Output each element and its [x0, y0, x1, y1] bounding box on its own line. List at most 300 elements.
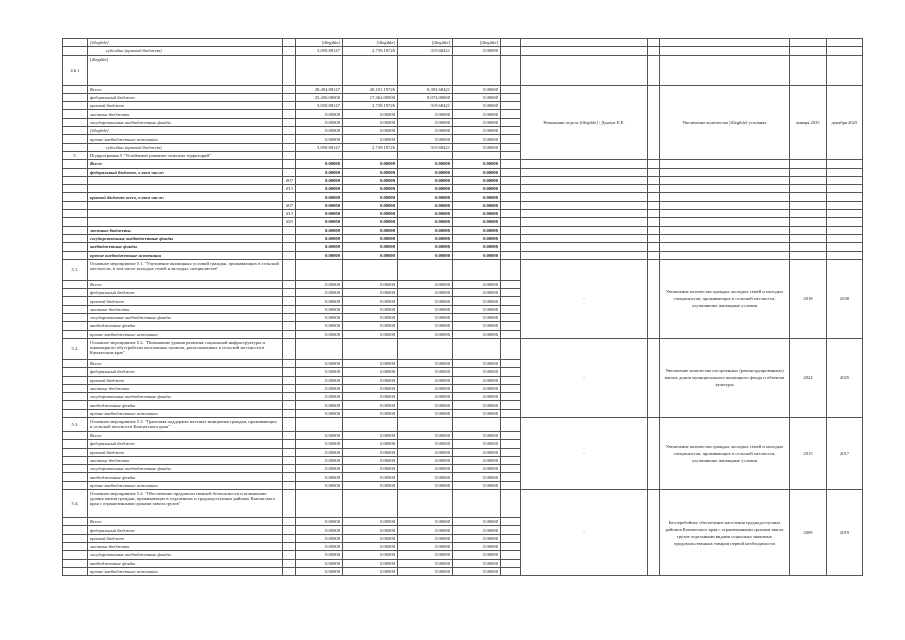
value-year-2: 0.00000: [343, 234, 398, 242]
expected-result-cell: [660, 226, 790, 234]
row-number: [63, 376, 88, 384]
table-row: [63, 193, 863, 201]
spacer-cell: [648, 176, 660, 184]
value-year-4: 0.00000: [453, 448, 501, 456]
spacer-cell: [501, 448, 521, 456]
value-year-4: 0.00000: [453, 297, 501, 305]
row-number: [63, 440, 88, 448]
spacer-cell: [648, 193, 660, 201]
spacer-cell: [501, 559, 521, 567]
spacer-cell: [501, 234, 521, 242]
spacer-cell: [648, 160, 660, 168]
row-number: [63, 102, 88, 110]
spacer-cell: [501, 226, 521, 234]
value-year-3: 0.00000: [398, 368, 453, 376]
budget-code: [283, 93, 296, 101]
end-date-cell: декабря 2025: [827, 85, 863, 160]
spacer-cell: [648, 338, 660, 417]
value-year-2: 0.00000: [343, 551, 398, 559]
value-year-2: 0.00000: [343, 305, 398, 313]
value-year-3: 0.00000: [398, 160, 453, 168]
budget-code: [283, 135, 296, 143]
value-year-3: 0.00000: [398, 297, 453, 305]
value-year-4: [453, 490, 501, 518]
budget-code: 813: [283, 210, 296, 218]
value-year-1: 28,494.88147: [296, 85, 343, 93]
value-year-3: 0.00000: [398, 118, 453, 126]
row-number: [63, 143, 88, 151]
spacer-cell: [501, 417, 521, 431]
spacer-cell: [501, 118, 521, 126]
spacer-cell: [501, 305, 521, 313]
executor-cell: Начальник отдела [illegible] / Дьячук Е.Е.: [521, 85, 648, 160]
row-number: [63, 305, 88, 313]
value-year-4: 0.00000: [453, 118, 501, 126]
value-year-1: 0.00000: [296, 168, 343, 176]
spacer-cell: [501, 176, 521, 184]
row-label: внебюджетные фонды: [88, 559, 283, 567]
value-year-3: 0.00000: [398, 243, 453, 251]
value-year-3: 0.00000: [398, 185, 453, 193]
start-date-cell: [790, 47, 827, 55]
expected-result-cell: [660, 39, 790, 47]
value-year-2: 0.00000: [343, 226, 398, 234]
budget-code: [283, 243, 296, 251]
spacer-cell: [501, 210, 521, 218]
end-date-cell: [827, 185, 863, 193]
budget-code: [283, 151, 296, 159]
spacer-cell: [501, 127, 521, 135]
executor-cell: -: [521, 490, 648, 576]
value-year-4: 0.00000: [453, 314, 501, 322]
value-year-1: 0.00000: [296, 481, 343, 489]
row-number: [63, 289, 88, 297]
budget-code: 813: [283, 185, 296, 193]
value-year-3: [398, 490, 453, 518]
table-row: [63, 251, 863, 259]
row-label: федеральный бюджет, в том числе:: [88, 168, 283, 176]
table-row: [63, 55, 863, 85]
value-year-3: 0.00000: [398, 359, 453, 367]
spacer-cell: [501, 314, 521, 322]
row-number: [63, 210, 88, 218]
value-year-4: 0.00000: [453, 456, 501, 464]
value-year-2: 0.00000: [343, 243, 398, 251]
table-row: [63, 47, 863, 55]
budget-code: [283, 55, 296, 85]
row-label: внебюджетные фонды: [88, 322, 283, 330]
start-date-cell: [790, 218, 827, 226]
value-year-3: [398, 417, 453, 431]
value-year-3: 0.00000: [398, 135, 453, 143]
spacer-cell: [648, 234, 660, 242]
start-date-cell: [790, 210, 827, 218]
row-number: [63, 322, 88, 330]
value-year-1: 0.00000: [296, 135, 343, 143]
value-year-1: 0.00000: [296, 234, 343, 242]
row-label: прочие внебюджетные источники: [88, 135, 283, 143]
value-year-3: 8,074.00000: [398, 93, 453, 101]
end-date-cell: [827, 55, 863, 85]
budget-code: 843: [283, 218, 296, 226]
executor-cell: [521, 176, 648, 184]
row-number: [63, 280, 88, 288]
spacer-cell: [501, 534, 521, 542]
spacer-cell: [648, 226, 660, 234]
row-number: [63, 251, 88, 259]
budget-code: [283, 85, 296, 93]
row-label: государственные внебюджетные фонды: [88, 314, 283, 322]
value-year-1: 0.00000: [296, 440, 343, 448]
budget-code: 807: [283, 201, 296, 209]
expected-result-cell: [660, 55, 790, 85]
value-year-2: 0.00000: [343, 456, 398, 464]
value-year-2: 0.00000: [343, 518, 398, 526]
value-year-3: 0.00000: [398, 401, 453, 409]
table-row: [63, 160, 863, 168]
row-label: внебюджетные фонды: [88, 401, 283, 409]
row-label: прочие внебюджетные источники: [88, 567, 283, 575]
executor-cell: [521, 168, 648, 176]
executor-cell: [521, 251, 648, 259]
row-number: [63, 201, 88, 209]
value-year-2: 2,739.19726: [343, 47, 398, 55]
value-year-3: 0.00000: [398, 201, 453, 209]
spacer-cell: [501, 201, 521, 209]
row-label: прочие внебюджетные источники: [88, 409, 283, 417]
value-year-1: 0.00000: [296, 551, 343, 559]
value-year-2: 0.00000: [343, 289, 398, 297]
value-year-1: 0.00000: [296, 210, 343, 218]
row-number: [63, 534, 88, 542]
value-year-4: 0.00000: [453, 280, 501, 288]
value-year-4: 0.00000: [453, 409, 501, 417]
table-row: [63, 234, 863, 242]
budget-code: [283, 551, 296, 559]
value-year-2: 0.00000: [343, 526, 398, 534]
value-year-2: [343, 259, 398, 280]
start-date-cell: [790, 226, 827, 234]
value-year-3: 0.00000: [398, 193, 453, 201]
expected-result-cell: [660, 251, 790, 259]
row-number: 5.4.: [63, 490, 88, 518]
value-year-1: 0.00000: [296, 127, 343, 135]
row-label: местные бюджеты: [88, 384, 283, 392]
budget-code: [283, 143, 296, 151]
budget-code: [283, 289, 296, 297]
value-year-4: 0.00000: [453, 567, 501, 575]
value-year-3: 0.00000: [398, 280, 453, 288]
table-row: [63, 185, 863, 193]
value-year-3: 319.68421: [398, 102, 453, 110]
value-year-3: 0.00000: [398, 110, 453, 118]
budget-code: [283, 359, 296, 367]
spacer-cell: [648, 55, 660, 85]
value-year-1: [296, 151, 343, 159]
row-number: [63, 110, 88, 118]
row-label: краевой бюджет: [88, 448, 283, 456]
executor-cell: [521, 193, 648, 201]
spacer-cell: [648, 85, 660, 160]
expected-result-cell: [660, 160, 790, 168]
value-year-3: 0.00000: [398, 218, 453, 226]
row-label: краевой бюджет: [88, 534, 283, 542]
value-year-1: 0.00000: [296, 193, 343, 201]
spacer-cell: [501, 193, 521, 201]
spacer-cell: [501, 102, 521, 110]
row-label: внебюджетные фонды: [88, 473, 283, 481]
row-number: [63, 297, 88, 305]
value-year-1: 0.00000: [296, 465, 343, 473]
row-label: краевой бюджет: [88, 376, 283, 384]
value-year-2: 17,362.00000: [343, 93, 398, 101]
value-year-1: 0.00000: [296, 368, 343, 376]
budget-code: [283, 102, 296, 110]
spacer-cell: [501, 330, 521, 338]
budget-code: [283, 314, 296, 322]
row-number: [63, 481, 88, 489]
value-year-2: 0.00000: [343, 280, 398, 288]
value-year-1: 0.00000: [296, 314, 343, 322]
value-year-2: [343, 417, 398, 431]
row-label: Всего:: [88, 280, 283, 288]
value-year-4: 0.00000: [453, 143, 501, 151]
value-year-2: 0.00000: [343, 110, 398, 118]
spacer-cell: [501, 218, 521, 226]
budget-code: [283, 542, 296, 550]
spacer-cell: [501, 160, 521, 168]
value-year-3: 0.00000: [398, 234, 453, 242]
row-number: [63, 93, 88, 101]
value-year-1: 0.00000: [296, 542, 343, 550]
budget-code: [283, 409, 296, 417]
value-year-4: 0.00000: [453, 305, 501, 313]
row-label: местные бюджеты: [88, 305, 283, 313]
spacer-cell: [501, 481, 521, 489]
row-number: [63, 314, 88, 322]
value-year-4: 0.00000: [453, 431, 501, 439]
value-year-4: 0.00000: [453, 518, 501, 526]
value-year-3: [398, 338, 453, 359]
value-year-3: 0.00000: [398, 440, 453, 448]
row-label: государственные внебюджетные фонды: [88, 465, 283, 473]
row-number: [63, 401, 88, 409]
value-year-3: 0.00000: [398, 251, 453, 259]
value-year-1: 0.00000: [296, 567, 343, 575]
value-year-1: 0.00000: [296, 110, 343, 118]
end-date-cell: 2019: [827, 490, 863, 576]
value-year-1: 0.00000: [296, 376, 343, 384]
value-year-2: 0.00000: [343, 160, 398, 168]
value-year-4: 0.00000: [453, 127, 501, 135]
row-number: [63, 465, 88, 473]
start-date-cell: января 2025: [790, 85, 827, 160]
spacer-cell: [501, 567, 521, 575]
value-year-3: 0.00000: [398, 542, 453, 550]
row-label: федеральный бюджет: [88, 440, 283, 448]
budget-code: [283, 567, 296, 575]
row-label: государственные внебюджетные фонды: [88, 551, 283, 559]
row-label: Подпрограмма 5 "Устойчивое развитие сельских территорий": [88, 151, 283, 159]
budget-code: [283, 322, 296, 330]
value-year-1: 0.00000: [296, 251, 343, 259]
spacer-cell: [501, 368, 521, 376]
value-year-1: 3,058.88147: [296, 143, 343, 151]
spacer-cell: [648, 490, 660, 576]
row-label: федеральный бюджет: [88, 289, 283, 297]
value-year-4: [453, 417, 501, 431]
expected-result-cell: Бесперебойное обеспечение населения труднодоступных районов Камчатского края с ограниченными сроками завоза грузов отдельными видами социально значимых продовольственных товаров первой необходимости: [660, 490, 790, 576]
value-year-3: 0.00000: [398, 393, 453, 401]
end-date-cell: [827, 168, 863, 176]
value-year-3: [398, 151, 453, 159]
value-year-4: 0.00000: [453, 110, 501, 118]
value-year-3: 0.00000: [398, 534, 453, 542]
value-year-2: 0.00000: [343, 401, 398, 409]
value-year-4: [453, 55, 501, 85]
value-year-4: 0.00000: [453, 376, 501, 384]
spacer-cell: [501, 251, 521, 259]
row-number: [63, 39, 88, 47]
spacer-cell: [648, 47, 660, 55]
row-number: [63, 176, 88, 184]
value-year-2: 0.00000: [343, 465, 398, 473]
executor-cell: [521, 210, 648, 218]
value-year-1: [296, 490, 343, 518]
value-year-1: 0.00000: [296, 280, 343, 288]
value-year-4: 0.00000: [453, 559, 501, 567]
row-label: субсидии (краевой бюджет): [88, 143, 283, 151]
value-year-1: [296, 55, 343, 85]
spacer-cell: [501, 168, 521, 176]
row-number: 5.3.: [63, 417, 88, 431]
spacer-cell: [501, 551, 521, 559]
row-number: [63, 393, 88, 401]
row-number: [63, 185, 88, 193]
budget-code: [283, 110, 296, 118]
row-label: Всего:: [88, 359, 283, 367]
value-year-2: [343, 490, 398, 518]
value-year-4: 0.00000: [453, 526, 501, 534]
value-year-3: 0.00000: [398, 456, 453, 464]
budget-code: [283, 417, 296, 431]
executor-cell: [521, 185, 648, 193]
value-year-3: 0.00000: [398, 226, 453, 234]
start-date-cell: [790, 160, 827, 168]
end-date-cell: [827, 210, 863, 218]
value-year-3: [398, 259, 453, 280]
executor-cell: [521, 39, 648, 47]
value-year-1: 0.00000: [296, 218, 343, 226]
executor-cell: -: [521, 417, 648, 489]
budget-code: [283, 39, 296, 47]
row-number: 5.2.: [63, 338, 88, 359]
row-label: Основное мероприятие 5.4. "Обеспечение продовольственной безопасности и повышение уровня жизни граждан, проживающих в отдаленных и труднодоступных районах Камчатского края с ограниченными сроками завоза грузов": [88, 490, 283, 518]
executor-cell: [521, 201, 648, 209]
value-year-3: 0.00000: [398, 526, 453, 534]
value-year-2: [illegible]: [343, 39, 398, 47]
row-label: прочие внебюджетные источники: [88, 481, 283, 489]
value-year-1: 0.00000: [296, 359, 343, 367]
value-year-1: 0.00000: [296, 201, 343, 209]
spacer-cell: [648, 39, 660, 47]
spacer-cell: [501, 518, 521, 526]
row-number: [63, 448, 88, 456]
row-label: Всего:: [88, 85, 283, 93]
spacer-cell: [501, 440, 521, 448]
budget-code: [283, 440, 296, 448]
row-number: [63, 243, 88, 251]
value-year-1: 0.00000: [296, 431, 343, 439]
value-year-2: 0.00000: [343, 218, 398, 226]
row-number: [63, 431, 88, 439]
value-year-3: 0.00000: [398, 330, 453, 338]
value-year-4: 0.00000: [453, 542, 501, 550]
spacer-cell: [501, 322, 521, 330]
value-year-4: 0.00000: [453, 243, 501, 251]
value-year-1: 0.00000: [296, 330, 343, 338]
value-year-1: 0.00000: [296, 118, 343, 126]
row-label: [illegible]: [88, 55, 283, 85]
budget-code: [283, 259, 296, 280]
spacer-cell: [501, 280, 521, 288]
spacer-cell: [501, 143, 521, 151]
value-year-3: 0.00000: [398, 376, 453, 384]
row-number: [63, 567, 88, 575]
value-year-3: 0.00000: [398, 409, 453, 417]
value-year-2: 0.00000: [343, 168, 398, 176]
spacer-cell: [501, 431, 521, 439]
spacer-cell: [501, 409, 521, 417]
budget-code: [283, 490, 296, 518]
budget-code: [283, 376, 296, 384]
value-year-2: 0.00000: [343, 330, 398, 338]
row-number: 5.1.: [63, 259, 88, 280]
value-year-4: 0.00000: [453, 393, 501, 401]
end-date-cell: [827, 176, 863, 184]
value-year-2: 0.00000: [343, 559, 398, 567]
value-year-3: 0.00000: [398, 176, 453, 184]
expected-result-cell: [660, 168, 790, 176]
value-year-2: 0.00000: [343, 376, 398, 384]
spacer-cell: [501, 93, 521, 101]
executor-cell: -: [521, 259, 648, 338]
value-year-1: 0.00000: [296, 297, 343, 305]
table-row: [63, 168, 863, 176]
spacer-cell: [648, 168, 660, 176]
row-number: [63, 168, 88, 176]
value-year-4: 0.00000: [453, 160, 501, 168]
value-year-3: 0.00000: [398, 567, 453, 575]
value-year-1: 0.00000: [296, 176, 343, 184]
start-date-cell: 2018: [790, 259, 827, 338]
value-year-4: 0.00000: [453, 193, 501, 201]
budget-code: [283, 330, 296, 338]
budget-code: [283, 526, 296, 534]
value-year-4: 0.00000: [453, 135, 501, 143]
start-date-cell: [790, 55, 827, 85]
row-label: внебюджетные фонды: [88, 243, 283, 251]
expected-result-cell: [660, 243, 790, 251]
value-year-4: 0.00000: [453, 218, 501, 226]
value-year-1: [illegible]: [296, 39, 343, 47]
spacer-cell: [501, 526, 521, 534]
end-date-cell: [827, 39, 863, 47]
row-label: краевой бюджет: [88, 297, 283, 305]
table-row: [63, 259, 863, 280]
value-year-2: 2,739.19726: [343, 143, 398, 151]
value-year-1: 0.00000: [296, 384, 343, 392]
